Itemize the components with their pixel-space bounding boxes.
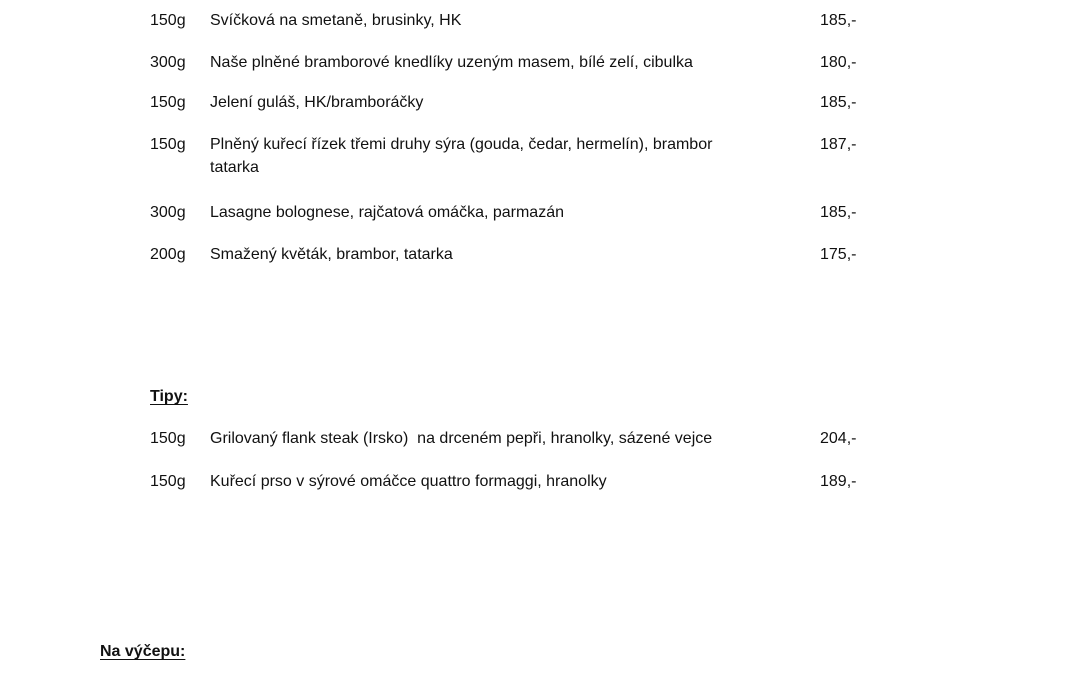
item-weight: 150g bbox=[150, 430, 186, 447]
item-weight: 150g bbox=[150, 12, 186, 29]
tips-heading: Tipy: bbox=[150, 388, 188, 405]
item-price: 204,- bbox=[820, 430, 857, 447]
item-price: 175,- bbox=[820, 246, 857, 263]
item-weight: 150g bbox=[150, 473, 186, 490]
item-weight: 150g bbox=[150, 94, 186, 111]
item-name: Kuřecí prso v sýrové omáčce quattro formaggi, hranolky bbox=[210, 473, 607, 490]
item-price: 185,- bbox=[820, 94, 857, 111]
item-name: Svíčková na smetaně, brusinky, HK bbox=[210, 12, 462, 29]
item-price: 187,- bbox=[820, 136, 857, 153]
item-price: 185,- bbox=[820, 204, 857, 221]
item-name: Plněný kuřecí řízek třemi druhy sýra (gouda, čedar, hermelín), brambor tatarka bbox=[210, 136, 713, 176]
item-weight: 150g bbox=[150, 136, 186, 153]
item-weight: 300g bbox=[150, 204, 186, 221]
item-name: Smažený květák, brambor, tatarka bbox=[210, 246, 453, 263]
item-weight: 300g bbox=[150, 54, 186, 71]
item-name: Grilovaný flank steak (Irsko) na drceném pepři, hranolky, sázené vejce bbox=[210, 430, 713, 447]
item-price: 180,- bbox=[820, 54, 857, 71]
item-name: Lasagne bolognese, rajčatová omáčka, parmazán bbox=[210, 204, 564, 221]
item-name: Naše plněné bramborové knedlíky uzeným masem, bílé zelí, cibulka bbox=[210, 54, 693, 71]
tap-heading: Na výčepu: bbox=[100, 643, 186, 660]
item-price: 189,- bbox=[820, 473, 857, 490]
item-price: 185,- bbox=[820, 12, 857, 29]
item-weight: 200g bbox=[150, 246, 186, 263]
item-name: Jelení guláš, HK/bramboráčky bbox=[210, 94, 424, 111]
